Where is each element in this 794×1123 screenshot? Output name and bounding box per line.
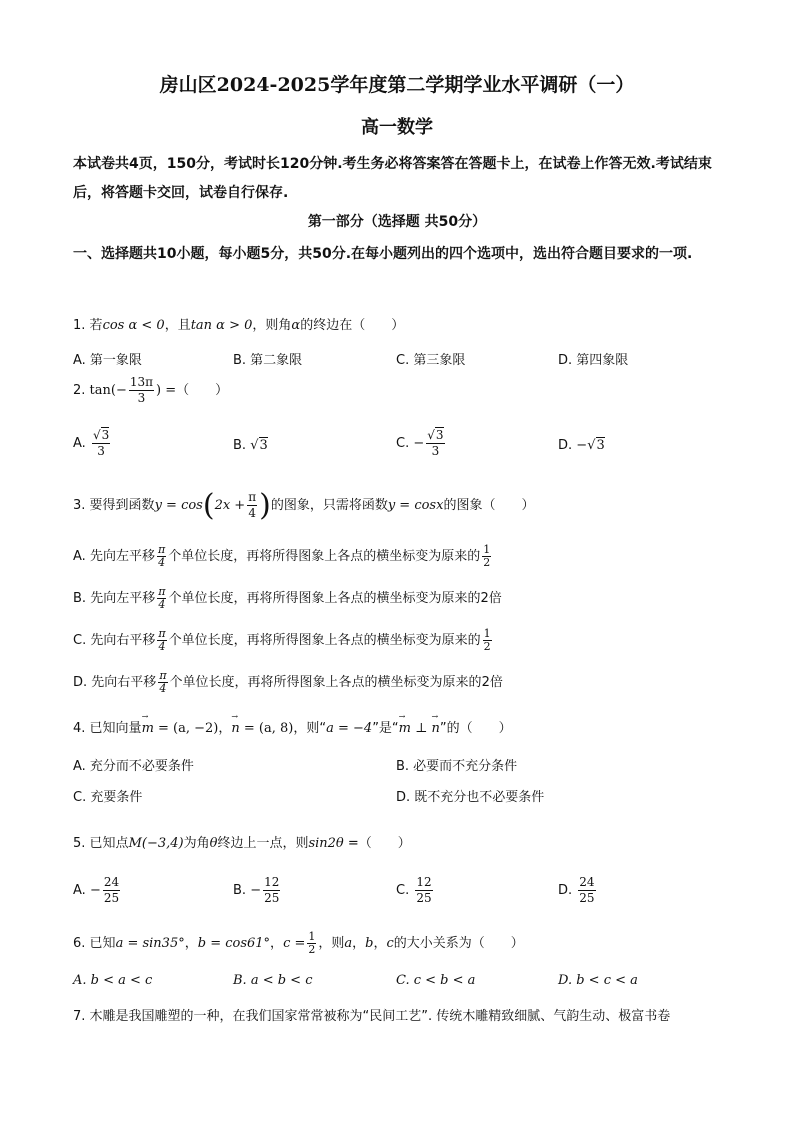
q6-c-def: c = xyxy=(283,936,306,951)
exam-title: 房山区2024-2025学年度第二学期学业水平调研（一） xyxy=(159,74,635,96)
minus-sign: − xyxy=(413,436,425,451)
q4-text-4: ”的（ ） xyxy=(439,721,512,736)
q6-b-def: b = cos61° xyxy=(197,936,271,951)
option-direction: 先向右平移 xyxy=(90,633,156,648)
vector-m: → m xyxy=(142,721,154,736)
q6-option-c[interactable]: C. c < b < a xyxy=(396,973,476,988)
q5-option-d[interactable] xyxy=(558,875,598,906)
vector-m: → m xyxy=(399,721,411,736)
frac-num: 1 xyxy=(483,543,491,556)
exam-notice: 本试卷共4页，150分，考试时长120分钟.考生务必将答案答在答题卡上，在试卷上作答无效.考试结束后，将答题卡交回，试卷自行保存. xyxy=(73,156,712,201)
question-7: 7. 木雕是我国雕塑的一种，在我们国家常常被称为“民间工艺”. 传统木雕精致细腻、气韵生动、极富书卷 xyxy=(73,1009,671,1024)
option-direction: 先向左平移 xyxy=(89,549,155,564)
frac-den: 25 xyxy=(416,891,432,905)
q1-text-4: 的终边在（ ） xyxy=(300,318,405,333)
q4-option-b[interactable]: B. 必要而不充分条件 xyxy=(396,759,518,774)
q5-expression: sin2θ xyxy=(308,836,344,851)
q1-tan-condition: tan α > 0 xyxy=(190,318,253,333)
option-direction: 先向右平移 xyxy=(91,675,157,690)
vector-m-value: = (a, −2) xyxy=(153,721,219,736)
q1-text-3: ，则角 xyxy=(252,318,292,333)
q5-text-4: =（ ） xyxy=(343,836,411,851)
frac-den: 25 xyxy=(103,891,120,905)
q3-option-d[interactable] xyxy=(73,670,503,695)
q6-var-a: a xyxy=(344,936,353,951)
q2-a-fraction xyxy=(92,428,110,459)
q6-text-1: 已知 xyxy=(89,936,116,951)
option-text: 个单位长度，再将所得图象上各点的横坐标变为原来的 xyxy=(168,549,481,564)
frac-den: 25 xyxy=(264,891,280,905)
q2-c-num xyxy=(426,428,444,444)
q1-option-b[interactable]: B. 第二象限 xyxy=(233,353,303,368)
q3-base-function: y = cosx xyxy=(387,498,444,513)
option-fraction xyxy=(103,875,120,906)
question-number: 6. xyxy=(73,936,86,951)
frac-num: 24 xyxy=(579,875,595,889)
q6-a-def: a = sin35° xyxy=(115,936,185,951)
option-label: A. xyxy=(73,436,86,451)
q2-option-a[interactable] xyxy=(73,428,112,459)
q6-option-a[interactable]: A. b < a < c xyxy=(73,973,153,988)
question-number: 4. xyxy=(73,721,86,736)
option-fraction xyxy=(263,875,280,906)
q5-point: M(−3,4) xyxy=(128,836,184,851)
option-fraction xyxy=(415,875,432,906)
q5-theta: θ xyxy=(209,836,218,851)
q4-option-d[interactable]: D. 既不充分也不必要条件 xyxy=(396,790,545,805)
frac-num: π xyxy=(158,627,166,640)
question-3 xyxy=(73,488,723,523)
question-number: 5. xyxy=(73,836,86,851)
option-label: A. xyxy=(73,549,86,564)
q6-option-b[interactable]: B. a < b < c xyxy=(233,973,313,988)
frac-den: 4 xyxy=(248,506,256,520)
option-text: 个单位长度，再将所得图象上各点的横坐标变为原来的 xyxy=(168,591,481,606)
part-one-heading: 第一部分（选择题 共50分） xyxy=(307,214,487,230)
frac-num: 1 xyxy=(308,930,316,943)
frac-den: 2 xyxy=(308,943,316,956)
q6-text-3: 的大小关系为（ ） xyxy=(393,936,524,951)
q4-condition: a = −4 xyxy=(326,721,373,736)
option-label: A. xyxy=(73,883,86,898)
vector-n: → n xyxy=(231,721,239,736)
q1-alpha: α xyxy=(291,318,301,333)
separator: ， xyxy=(218,721,232,736)
frac-den: 2 xyxy=(483,556,491,569)
section-one-instructions: 一、选择题共10小题，每小题5分，共50分.在每小题列出的四个选项中，选出符合题目要求的一项. xyxy=(73,246,693,262)
option-label: B. xyxy=(233,438,247,453)
frac-num: π xyxy=(158,585,166,598)
radicand: 3 xyxy=(259,438,268,453)
q5-option-b[interactable] xyxy=(233,875,282,906)
q3-pi-over-4 xyxy=(247,490,257,521)
q2-option-d[interactable] xyxy=(558,438,605,453)
q2-a-den: 3 xyxy=(97,444,105,458)
option-text: 个单位长度，再将所得图象上各点的横坐标变为原来的 xyxy=(169,675,482,690)
q1-text-2: ，且 xyxy=(164,318,191,333)
q4-option-c[interactable]: C. 充要条件 xyxy=(73,790,143,805)
q1-cos-condition: cos α < 0 xyxy=(102,318,165,333)
question-5 xyxy=(73,832,723,851)
radicand: 3 xyxy=(435,428,444,442)
separator: ， xyxy=(373,936,387,951)
q2-b-value xyxy=(250,437,268,453)
option-label: D. xyxy=(558,883,573,898)
option-scale xyxy=(483,628,492,653)
q6-var-b: b xyxy=(365,936,374,951)
option-label: C. xyxy=(396,436,410,451)
minus-sign: − xyxy=(89,883,101,898)
q3-text-2: 的图象，只需将函数 xyxy=(270,498,388,513)
q3-option-b[interactable] xyxy=(73,586,502,611)
frac-den: 25 xyxy=(579,891,595,905)
q3-option-a[interactable] xyxy=(73,544,493,569)
q2-c-den: 3 xyxy=(431,444,440,458)
q2-fraction-num: 13π xyxy=(129,375,154,389)
option-label: D. xyxy=(73,675,88,690)
frac-den: 4 xyxy=(158,598,166,611)
option-label: D. xyxy=(558,438,573,453)
right-paren: ) xyxy=(259,488,271,523)
option-tail: 2倍 xyxy=(480,591,502,606)
option-fraction xyxy=(578,875,595,906)
question-4 xyxy=(73,717,723,736)
q4-text-2: ，则“ xyxy=(293,721,327,736)
q5-text-1: 已知点 xyxy=(89,836,129,851)
vector-n-value: = (a, 8) xyxy=(239,721,294,736)
q3-text-1: 要得到函数 xyxy=(89,498,155,513)
option-scale xyxy=(482,544,491,569)
question-number: 1. xyxy=(73,318,86,333)
option-shift xyxy=(157,586,166,611)
option-label: B. xyxy=(233,883,247,898)
frac-num: π xyxy=(248,490,257,504)
frac-num: 24 xyxy=(103,875,120,889)
frac-num: 12 xyxy=(416,875,432,889)
q3-option-c[interactable] xyxy=(73,628,494,653)
frac-den: 4 xyxy=(158,556,166,569)
option-label: C. xyxy=(396,883,410,898)
q6-option-d[interactable]: D. b < c < a xyxy=(558,973,638,988)
sqrt-sign: √ xyxy=(250,438,259,453)
q2-fraction xyxy=(129,375,154,406)
option-label: B. xyxy=(73,591,87,606)
separator: ， xyxy=(184,936,198,951)
q2-d-value xyxy=(587,437,605,453)
q3-argument: 2x + xyxy=(214,498,246,513)
minus-sign: − xyxy=(576,438,588,453)
frac-den: 4 xyxy=(159,682,167,695)
option-shift xyxy=(157,628,166,653)
q6-var-c: c xyxy=(386,936,394,951)
q4-text-3: ”是“ xyxy=(372,721,399,736)
q2-c-fraction xyxy=(426,428,444,459)
exam-subject: 高一数学 xyxy=(361,117,433,138)
radicand: 3 xyxy=(101,428,110,442)
question-1 xyxy=(73,314,723,333)
q6-text-2: ，则 xyxy=(318,936,345,951)
q2-func: tan(− xyxy=(89,383,127,398)
option-label: C. xyxy=(73,633,87,648)
separator: ， xyxy=(352,936,366,951)
sqrt-sign: √ xyxy=(427,428,435,442)
separator: ， xyxy=(270,936,284,951)
q6-c-fraction xyxy=(307,931,316,956)
q5-text-2: 为角 xyxy=(183,836,210,851)
q2-option-c[interactable] xyxy=(396,428,447,459)
frac-den: 4 xyxy=(158,640,166,653)
minus-sign: − xyxy=(250,883,262,898)
sqrt-sign: √ xyxy=(587,438,596,453)
frac-num: 12 xyxy=(264,875,280,889)
q4-option-a[interactable]: A. 充分而不必要条件 xyxy=(73,759,194,774)
option-shift xyxy=(157,544,166,569)
q5-option-a[interactable] xyxy=(73,875,122,906)
q1-text-1: 若 xyxy=(89,318,103,333)
q2-a-num xyxy=(92,428,110,444)
q2-fraction-den: 3 xyxy=(137,391,146,405)
left-paren: ( xyxy=(202,488,215,523)
frac-den: 2 xyxy=(483,640,491,653)
option-direction: 先向左平移 xyxy=(90,591,156,606)
q2-option-b[interactable] xyxy=(233,438,268,453)
frac-num: 1 xyxy=(483,627,491,640)
sqrt-sign: √ xyxy=(92,428,101,442)
option-text: 个单位长度，再将所得图象上各点的横坐标变为原来的 xyxy=(168,633,481,648)
q5-text-3: 终边上一点，则 xyxy=(217,836,309,851)
frac-num: π xyxy=(159,669,167,682)
option-tail: 2倍 xyxy=(481,675,503,690)
question-number: 2. xyxy=(73,383,86,398)
frac-num: π xyxy=(157,543,166,556)
q2-tail: ) =（ ） xyxy=(156,383,229,398)
option-shift xyxy=(158,670,167,695)
question-number: 3. xyxy=(73,498,86,513)
vector-n: → n xyxy=(432,721,440,736)
q3-function: y = cos xyxy=(154,498,203,513)
q1-option-c[interactable]: C. 第三象限 xyxy=(396,353,466,368)
q1-option-d[interactable]: D. 第四象限 xyxy=(558,353,629,368)
q1-option-a[interactable]: A. 第一象限 xyxy=(73,353,142,368)
question-2 xyxy=(73,375,723,406)
q4-text-1: 已知向量 xyxy=(89,721,142,736)
perp-symbol: ⊥ xyxy=(411,721,432,736)
question-6 xyxy=(73,931,723,956)
q5-option-c[interactable] xyxy=(396,875,435,906)
radicand: 3 xyxy=(596,438,605,453)
q3-text-3: 的图象（ ） xyxy=(443,498,535,513)
